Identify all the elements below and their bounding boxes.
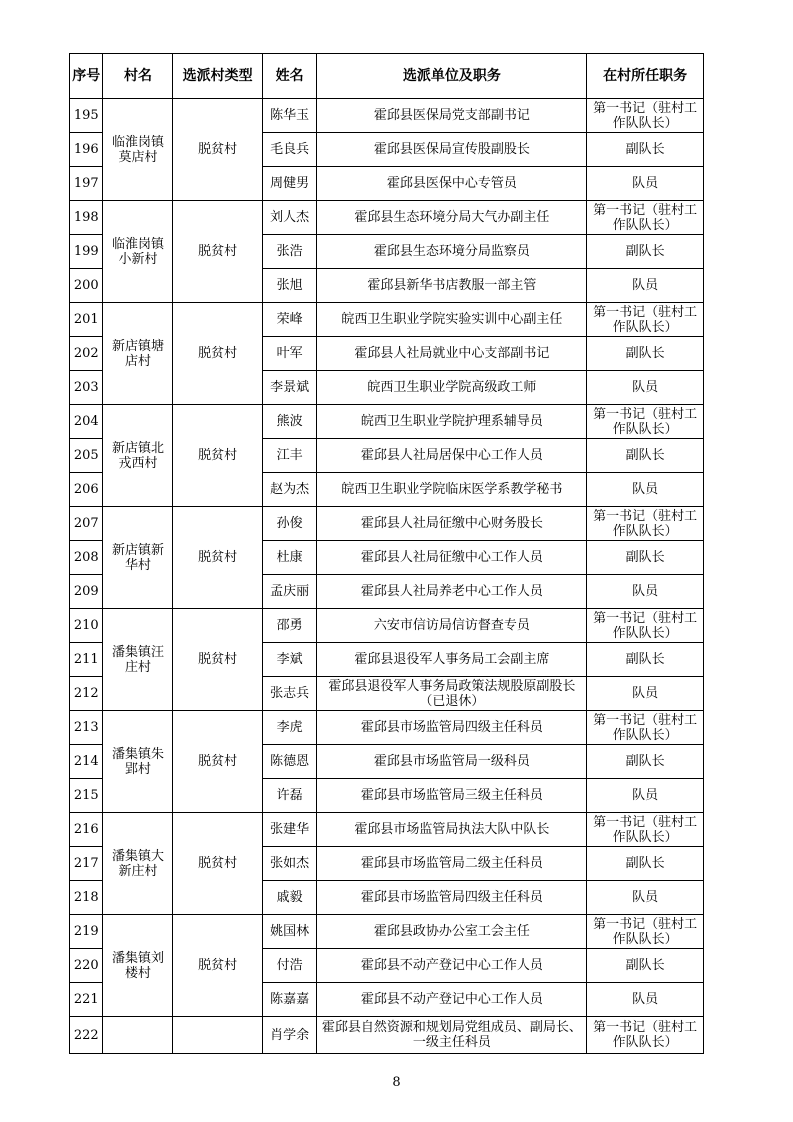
cell-unit: 六安市信访局信访督查专员	[317, 609, 587, 643]
cell-name: 叶军	[262, 337, 317, 371]
cell-name: 杜康	[262, 541, 317, 575]
cell-village-type: 脱贫村	[173, 405, 262, 507]
cell-unit: 霍邱县人社局养老中心工作人员	[317, 575, 587, 609]
cell-duty: 队员	[587, 371, 704, 405]
header-unit: 选派单位及职务	[317, 54, 587, 99]
cell-name: 刘人杰	[262, 201, 317, 235]
cell-name: 熊波	[262, 405, 317, 439]
cell-village-type: 脱贫村	[173, 99, 262, 201]
table-row	[70, 99, 704, 133]
cell-duty: 第一书记（驻村工作队队长）	[587, 915, 704, 949]
cell-seq: 206	[70, 473, 103, 507]
cell-unit: 皖西卫生职业学院临床医学系教学秘书	[317, 473, 587, 507]
header-seq: 序号	[70, 54, 103, 99]
cell-duty: 副队长	[587, 541, 704, 575]
cell-village: 潘集镇朱郢村	[103, 711, 173, 813]
cadre-roster-table	[69, 53, 704, 1054]
cell-village: 临淮岗镇莫店村	[103, 99, 173, 201]
cell-unit: 霍邱县人社局就业中心支部副书记	[317, 337, 587, 371]
cell-unit: 霍邱县新华书店教服一部主管	[317, 269, 587, 303]
cell-duty: 第一书记（驻村工作队队长）	[587, 1017, 704, 1054]
cell-unit: 皖西卫生职业学院护理系辅导员	[317, 405, 587, 439]
cell-unit: 霍邱县退役军人事务局工会副主席	[317, 643, 587, 677]
cell-name: 张如杰	[262, 847, 317, 881]
cell-name: 肖学余	[262, 1017, 317, 1054]
cell-seq: 207	[70, 507, 103, 541]
cell-duty: 队员	[587, 167, 704, 201]
cell-duty: 副队长	[587, 949, 704, 983]
cell-seq: 211	[70, 643, 103, 677]
cell-village-type: 脱贫村	[173, 201, 262, 303]
cell-seq: 198	[70, 201, 103, 235]
cell-duty: 队员	[587, 881, 704, 915]
cell-seq: 216	[70, 813, 103, 847]
cell-seq: 222	[70, 1017, 103, 1054]
cell-seq: 197	[70, 167, 103, 201]
cell-duty: 副队长	[587, 745, 704, 779]
cell-duty: 队员	[587, 779, 704, 813]
cell-duty: 副队长	[587, 643, 704, 677]
cell-unit: 霍邱县医保中心专管员	[317, 167, 587, 201]
cell-duty: 队员	[587, 983, 704, 1017]
cell-seq: 203	[70, 371, 103, 405]
cell-village: 潘集镇汪庄村	[103, 609, 173, 711]
cell-seq: 199	[70, 235, 103, 269]
table-row	[70, 1017, 704, 1054]
cell-village: 新店镇北戎西村	[103, 405, 173, 507]
cell-name: 张建华	[262, 813, 317, 847]
cell-duty: 第一书记（驻村工作队队长）	[587, 609, 704, 643]
cell-name: 戚毅	[262, 881, 317, 915]
cell-unit: 霍邱县市场监管局四级主任科员	[317, 881, 587, 915]
header-duty: 在村所任职务	[587, 54, 704, 99]
cell-seq: 220	[70, 949, 103, 983]
cell-name: 李景斌	[262, 371, 317, 405]
table-row	[70, 711, 704, 745]
cell-duty: 队员	[587, 677, 704, 711]
cell-village: 新店镇塘店村	[103, 303, 173, 405]
cell-name: 姚国林	[262, 915, 317, 949]
cell-seq: 205	[70, 439, 103, 473]
cell-unit: 霍邱县人社局征缴中心工作人员	[317, 541, 587, 575]
cell-unit: 霍邱县市场监管局四级主任科员	[317, 711, 587, 745]
table-row	[70, 201, 704, 235]
table-row	[70, 813, 704, 847]
cell-name: 李斌	[262, 643, 317, 677]
cell-name: 张旭	[262, 269, 317, 303]
cell-seq: 196	[70, 133, 103, 167]
cell-seq: 219	[70, 915, 103, 949]
cell-village: 新店镇新华村	[103, 507, 173, 609]
cell-unit: 霍邱县市场监管局二级主任科员	[317, 847, 587, 881]
cell-village: 潘集镇刘楼村	[103, 915, 173, 1017]
cell-unit: 霍邱县人社局征缴中心财务股长	[317, 507, 587, 541]
cell-seq: 214	[70, 745, 103, 779]
cell-village: 潘集镇大新庄村	[103, 813, 173, 915]
cell-unit: 霍邱县退役军人事务局政策法规股原副股长（已退休）	[317, 677, 587, 711]
table-row	[70, 915, 704, 949]
cell-seq: 212	[70, 677, 103, 711]
roster-body	[70, 99, 704, 1054]
cell-unit: 霍邱县医保局宣传股副股长	[317, 133, 587, 167]
table-row	[70, 507, 704, 541]
cell-seq: 201	[70, 303, 103, 337]
cell-village-type: 脱贫村	[173, 711, 262, 813]
cell-name: 孟庆丽	[262, 575, 317, 609]
cell-name: 付浩	[262, 949, 317, 983]
cell-village: 临淮岗镇小新村	[103, 201, 173, 303]
cell-seq: 202	[70, 337, 103, 371]
cell-seq: 204	[70, 405, 103, 439]
cell-name: 许磊	[262, 779, 317, 813]
cell-seq: 213	[70, 711, 103, 745]
cell-duty: 队员	[587, 575, 704, 609]
cell-duty: 第一书记（驻村工作队队长）	[587, 813, 704, 847]
cell-name: 周健男	[262, 167, 317, 201]
cell-name: 张浩	[262, 235, 317, 269]
cell-seq: 218	[70, 881, 103, 915]
cell-seq: 209	[70, 575, 103, 609]
cell-seq: 208	[70, 541, 103, 575]
cell-seq: 215	[70, 779, 103, 813]
cell-duty: 第一书记（驻村工作队队长）	[587, 303, 704, 337]
cell-duty: 副队长	[587, 133, 704, 167]
cell-duty: 副队长	[587, 847, 704, 881]
cell-name: 荣峰	[262, 303, 317, 337]
cell-name: 陈华玉	[262, 99, 317, 133]
cell-unit: 霍邱县市场监管局执法大队中队长	[317, 813, 587, 847]
cell-name: 陈德恩	[262, 745, 317, 779]
header-name: 姓名	[262, 54, 317, 99]
cell-unit: 霍邱县市场监管局一级科员	[317, 745, 587, 779]
cell-name: 孙俊	[262, 507, 317, 541]
cell-unit: 霍邱县人社局居保中心工作人员	[317, 439, 587, 473]
cell-unit: 皖西卫生职业学院实验实训中心副主任	[317, 303, 587, 337]
cell-unit: 霍邱县生态环境分局监察员	[317, 235, 587, 269]
cell-seq: 221	[70, 983, 103, 1017]
cell-duty: 副队长	[587, 235, 704, 269]
cell-village-type: 脱贫村	[173, 303, 262, 405]
cell-name: 江丰	[262, 439, 317, 473]
cell-village-type	[173, 1017, 262, 1054]
cell-name: 李虎	[262, 711, 317, 745]
cell-name: 赵为杰	[262, 473, 317, 507]
cell-unit: 皖西卫生职业学院高级政工师	[317, 371, 587, 405]
table-row	[70, 609, 704, 643]
cell-name: 张志兵	[262, 677, 317, 711]
cell-duty: 队员	[587, 473, 704, 507]
page-number: 8	[392, 1075, 401, 1090]
cell-village	[103, 1017, 173, 1054]
cell-unit: 霍邱县市场监管局三级主任科员	[317, 779, 587, 813]
cell-duty: 第一书记（驻村工作队队长）	[587, 99, 704, 133]
cell-seq: 217	[70, 847, 103, 881]
cell-duty: 第一书记（驻村工作队队长）	[587, 507, 704, 541]
cell-village-type: 脱贫村	[173, 507, 262, 609]
cell-duty: 第一书记（驻村工作队队长）	[587, 405, 704, 439]
table-row	[70, 405, 704, 439]
cell-village-type: 脱贫村	[173, 915, 262, 1017]
cell-unit: 霍邱县不动产登记中心工作人员	[317, 949, 587, 983]
cell-duty: 队员	[587, 269, 704, 303]
cell-village-type: 脱贫村	[173, 813, 262, 915]
cell-village-type: 脱贫村	[173, 609, 262, 711]
header-row	[70, 54, 704, 99]
cell-unit: 霍邱县自然资源和规划局党组成员、副局长、一级主任科员	[317, 1017, 587, 1054]
cell-name: 毛良兵	[262, 133, 317, 167]
cell-duty: 副队长	[587, 337, 704, 371]
cell-unit: 霍邱县生态环境分局大气办副主任	[317, 201, 587, 235]
cell-unit: 霍邱县政协办公室工会主任	[317, 915, 587, 949]
cell-name: 陈嘉嘉	[262, 983, 317, 1017]
cell-name: 邵勇	[262, 609, 317, 643]
cell-unit: 霍邱县医保局党支部副书记	[317, 99, 587, 133]
cell-unit: 霍邱县不动产登记中心工作人员	[317, 983, 587, 1017]
cell-duty: 第一书记（驻村工作队队长）	[587, 711, 704, 745]
cell-seq: 195	[70, 99, 103, 133]
cell-duty: 第一书记（驻村工作队队长）	[587, 201, 704, 235]
cell-seq: 210	[70, 609, 103, 643]
header-type: 选派村类型	[173, 54, 262, 99]
table-row	[70, 303, 704, 337]
header-village: 村名	[103, 54, 173, 99]
cell-duty: 副队长	[587, 439, 704, 473]
cell-seq: 200	[70, 269, 103, 303]
